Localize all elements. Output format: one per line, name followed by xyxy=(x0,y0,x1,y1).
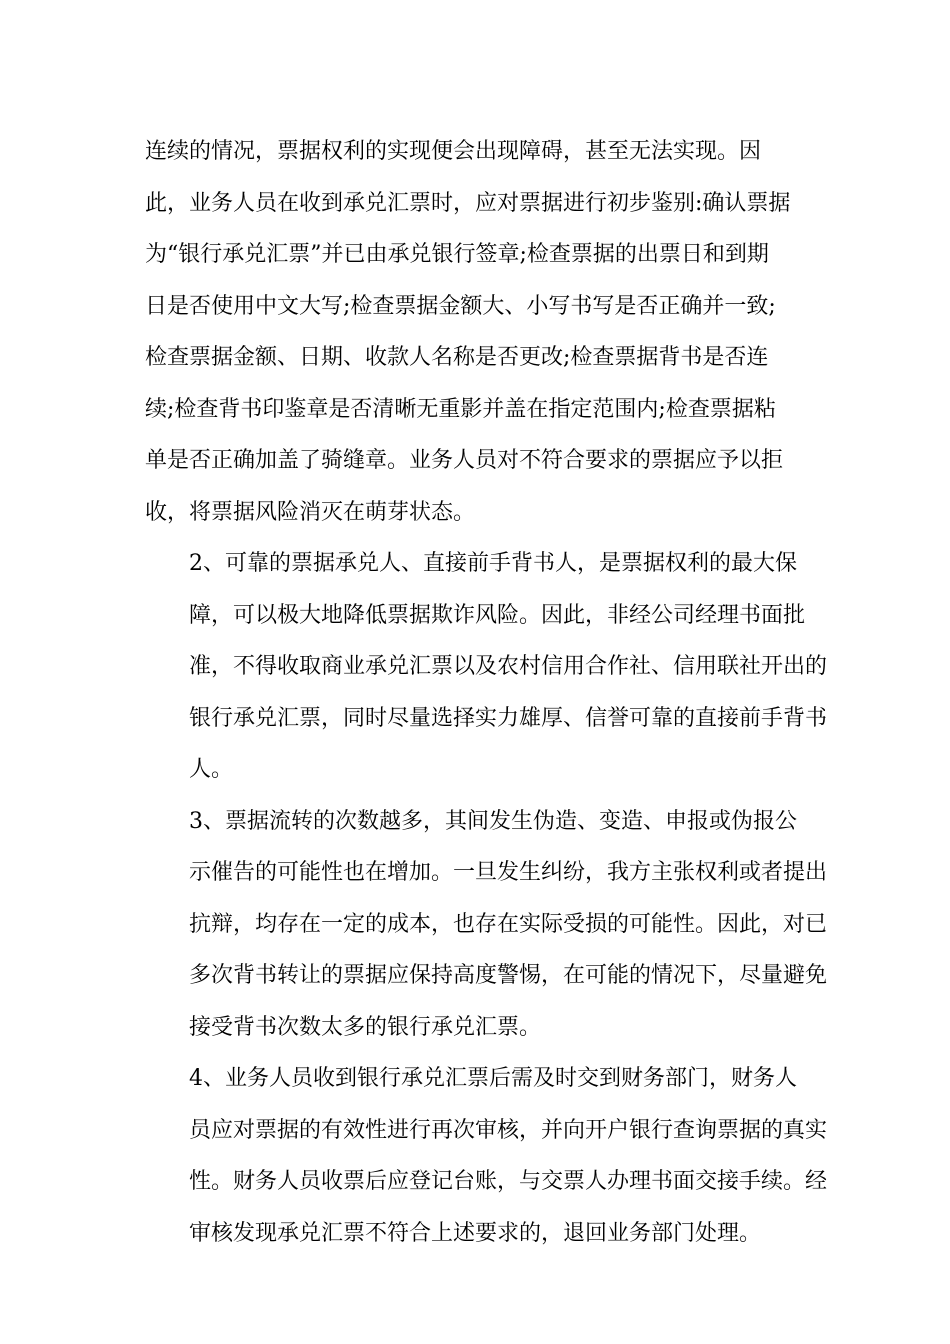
text-line: 检查票据金额、日期、收款人名称是否更改;检查票据背书是否连 xyxy=(145,345,769,370)
text-line: 此，业务人员在收到承兑汇票时，应对票据进行初步鉴别:确认票据 xyxy=(145,190,791,216)
paragraph-1 xyxy=(145,126,805,538)
text-line: 续;检查背书印鉴章是否清晰无重影并盖在指定范围内;检查票据粘 xyxy=(145,396,776,422)
body-text xyxy=(145,126,828,1259)
text-line: 审核发现承兑汇票不符合上述要求的，退回业务部门处理。 xyxy=(189,1220,762,1246)
text-line: 连续的情况，票据权利的实现便会出现障碍，甚至无法实现。因 xyxy=(145,139,762,164)
text-line: 3、票据流转的次数越多，其间发生伪造、变造、申报或伪报公 xyxy=(189,808,797,834)
text-line: 银行承兑汇票，同时尽量选择实力雄厚、信誉可靠的直接前手背书 xyxy=(189,705,828,731)
text-line: 员应对票据的有效性进行再次审核，并向开户银行查询票据的真实 xyxy=(189,1117,828,1143)
text-line: 人。 xyxy=(189,757,234,782)
text-line: 抗辩，均存在一定的成本，也存在实际受损的可能性。因此，对已 xyxy=(189,911,828,937)
text-line: 为“银行承兑汇票”并已由承兑银行签章;检查票据的出票日和到期 xyxy=(145,242,769,267)
text-line: 障，可以极大地降低票据欺诈风险。因此，非经公司经理书面批 xyxy=(189,602,806,628)
text-line: 日是否使用中文大写;检查票据金额大、小写书写是否正确并一致; xyxy=(145,293,776,319)
text-line: 单是否正确加盖了骑缝章。业务人员对不符合要求的票据应予以拒 xyxy=(145,448,784,473)
paragraph-4 xyxy=(145,1053,828,1259)
text-line: 准，不得收取商业承兑汇票以及农村信用合作社、信用联社开出的 xyxy=(189,654,828,679)
text-line: 性。财务人员收票后应登记台账，与交票人办理书面交接手续。经 xyxy=(189,1169,828,1194)
text-line: 示催告的可能性也在增加。一旦发生纠纷，我方主张权利或者提出 xyxy=(189,860,828,885)
text-line: 接受背书次数太多的银行承兑汇票。 xyxy=(189,1014,542,1040)
text-line: 多次背书转让的票据应保持高度警惕，在可能的情况下，尽量避免 xyxy=(189,963,828,988)
paragraph-2 xyxy=(145,538,828,796)
paragraph-3 xyxy=(145,796,828,1054)
text-line: 2、可靠的票据承兑人、直接前手背书人，是票据权利的最大保 xyxy=(189,551,797,576)
text-line: 收，将票据风险消灭在萌芽状态。 xyxy=(145,499,476,525)
text-line: 4、业务人员收到银行承兑汇票后需及时交到财务部门，财务人 xyxy=(189,1066,797,1091)
